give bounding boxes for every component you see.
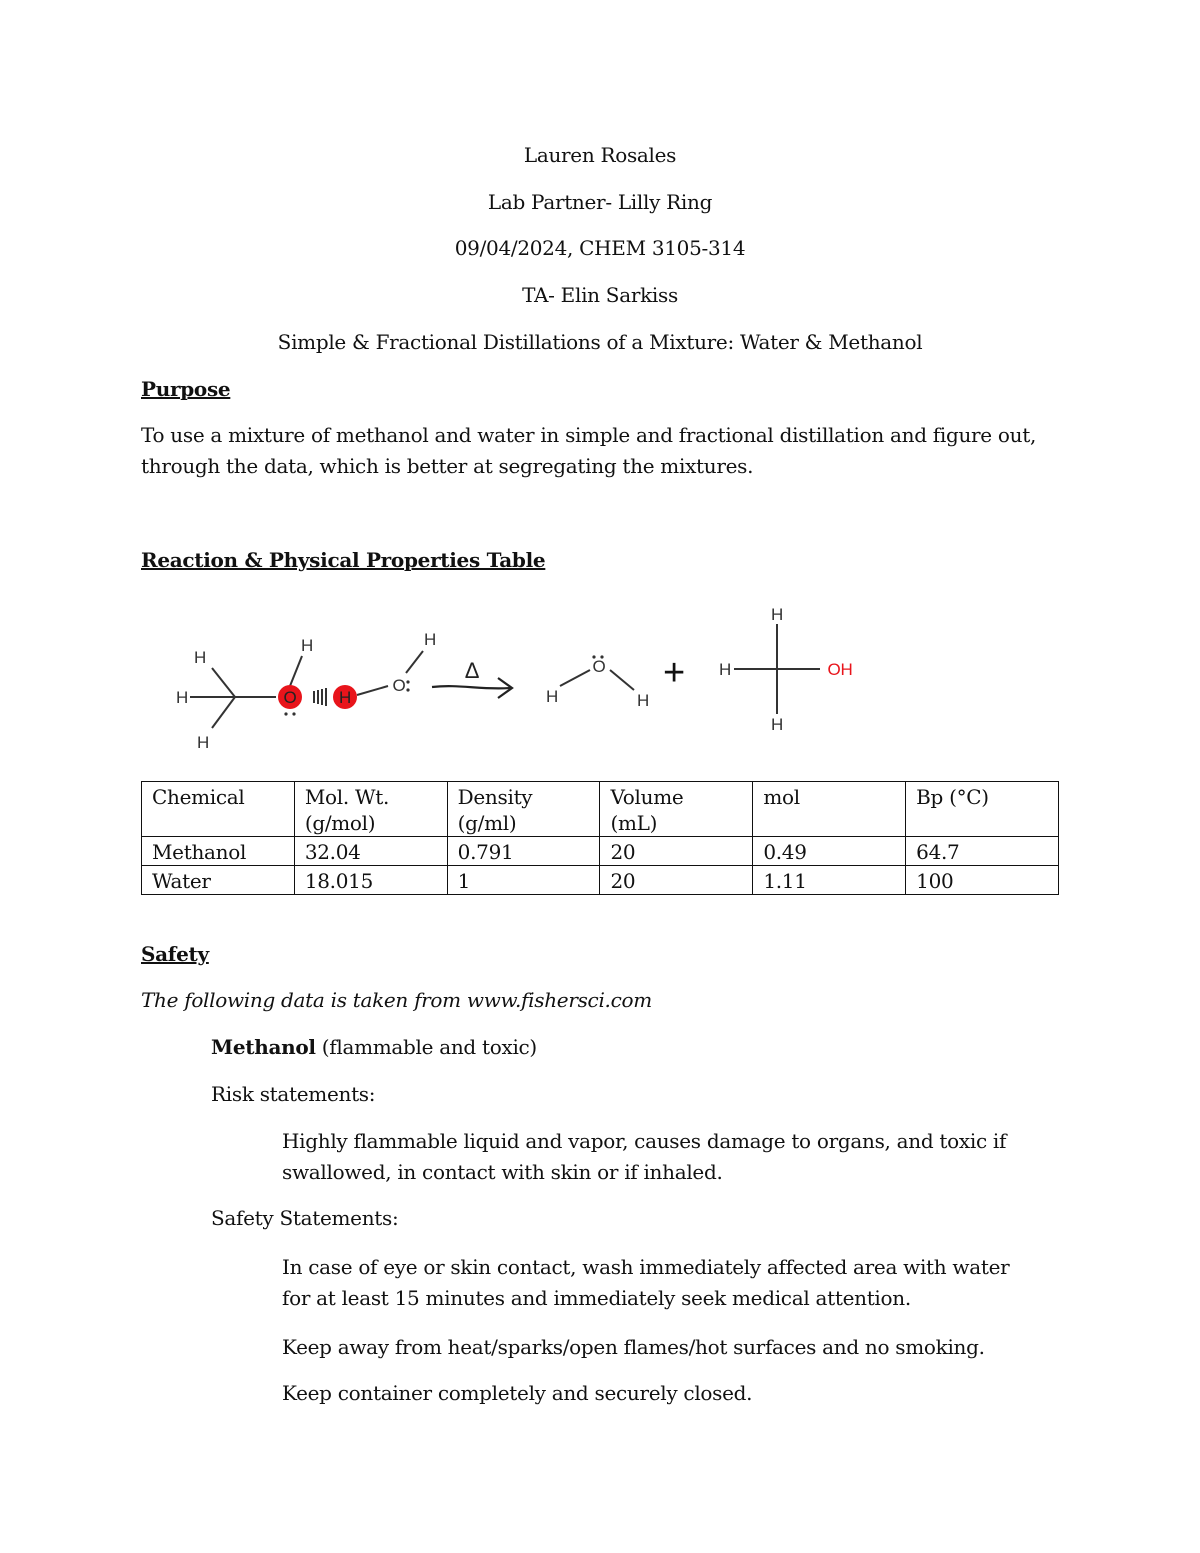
reaction-scheme (160, 598, 880, 758)
purpose-text: To use a mixture of methanol and water in simple and fractional distillation and figure out, through the data, which is better at segregating the mixtures. (141, 423, 1037, 478)
date-course: 09/04/2024, CHEM 3105-314 (454, 236, 746, 260)
plus-sign: + (663, 652, 685, 694)
risk-text: Highly flammable liquid and vapor, causes damage to organs, and toxic if swallowed, in contact with skin or if inhaled. (282, 1129, 1007, 1184)
atom-h: H (546, 687, 558, 706)
chemical-line (211, 1035, 537, 1059)
table-header-cell: Bp (°C) (906, 782, 1059, 837)
atom-oh: OH (827, 660, 853, 679)
table-cell: 1.11 (753, 866, 906, 895)
atom-h: H (637, 691, 649, 710)
atom-h: H (424, 630, 436, 649)
table-row (142, 866, 1059, 895)
lab-partner: Lab Partner- Lilly Ring (487, 190, 713, 214)
atom-h: H (194, 648, 206, 667)
table-cell: 0.49 (753, 837, 906, 866)
chemical-name: Methanol (211, 1035, 316, 1059)
atom-h: H (771, 605, 783, 624)
atom-h: H (301, 636, 313, 655)
table-row (142, 837, 1059, 866)
author-name: Lauren Rosales (523, 143, 677, 167)
atom-o: O (592, 657, 606, 676)
document-title: Simple & Fractional Distillations of a Mixture: Water & Methanol (277, 330, 923, 354)
table-cell: Methanol (142, 837, 295, 866)
methanol-bonds (734, 624, 820, 714)
purpose-heading: Purpose (141, 377, 231, 401)
table-cell: 20 (600, 837, 753, 866)
reactant-bonds (190, 651, 423, 728)
risk-label: Risk statements: (211, 1082, 376, 1106)
table-header-cell: Mol. Wt. (g/mol) (294, 782, 447, 837)
table-cell: 64.7 (906, 837, 1059, 866)
table-header-cell: Chemical (142, 782, 295, 837)
table-header-row (142, 782, 1059, 837)
safety-label: Safety Statements: (211, 1206, 399, 1230)
chemical-note: (flammable and toxic) (315, 1035, 537, 1059)
atom-h: H (771, 715, 783, 734)
atom-h: H (719, 660, 731, 679)
safety-source: The following data is taken from www.fishersci.com (141, 988, 652, 1012)
heat-symbol: Δ (464, 658, 480, 683)
atom-o: O (283, 688, 297, 707)
reaction-heading: Reaction & Physical Properties Table (141, 548, 546, 572)
atom-h: H (197, 733, 209, 752)
atom-h: H (339, 688, 351, 707)
properties-table (141, 781, 1059, 895)
safety-heading: Safety (141, 942, 209, 966)
teaching-assistant: TA- Elin Sarkiss (522, 283, 678, 307)
atom-h: H (176, 688, 188, 707)
table-header-cell: Volume (mL) (600, 782, 753, 837)
safety-statement: Keep container completely and securely closed. (282, 1381, 753, 1405)
safety-statement: In case of eye or skin contact, wash immediately affected area with water for at least 15 minutes and immediately seek medical attention. (282, 1255, 1010, 1310)
safety-statement: Keep away from heat/sparks/open flames/hot surfaces and no smoking. (282, 1335, 985, 1359)
table-cell: 18.015 (294, 866, 447, 895)
atom-o: O (392, 676, 406, 695)
table-cell: 0.791 (447, 837, 600, 866)
table-cell: 100 (906, 866, 1059, 895)
table-header-cell: Density (g/ml) (447, 782, 600, 837)
table-cell: Water (142, 866, 295, 895)
table-cell: 20 (600, 866, 753, 895)
table-cell: 1 (447, 866, 600, 895)
table-cell: 32.04 (294, 837, 447, 866)
table-header-cell: mol (753, 782, 906, 837)
